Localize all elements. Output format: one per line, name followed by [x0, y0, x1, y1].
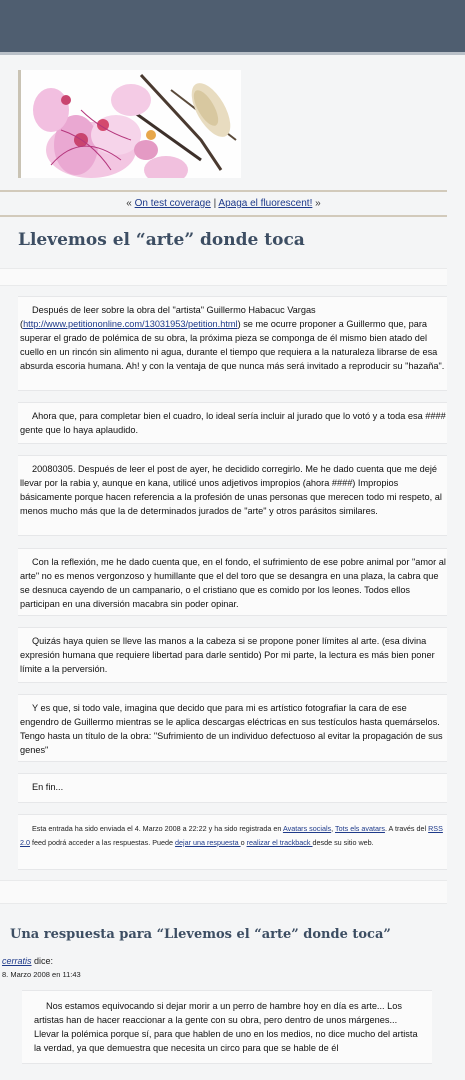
paragraph-3-text: 20080305. Después de leer el post de ayer, he decidido corregirlo. Me he dado cuenta que me dejé llevar por la rabia y, aunque en kana, utilicé unos adjetivos impropios (ahora ####) Impropios básicamente porque hacen referencia a la profesión de unas personas que merecen todo mi respeto, al menos mucho más que la de determinados jurados de "arte" y otros parásitos similares.	[20, 464, 442, 516]
post-meta-box	[18, 814, 447, 870]
post-meta	[18, 822, 447, 849]
paragraph-2-text: Ahora que, para completar bien el cuadro, lo ideal sería incluir al jurado que lo votó y a toda esa #### gente que lo haya aplaudido.	[20, 411, 446, 435]
paragraph-1-text: Después de leer sobre la obra del "artista" Guillermo Habacuc Vargas (	[20, 305, 316, 329]
paragraph-box-3	[18, 455, 447, 536]
paragraph-6	[18, 702, 447, 758]
header-orchid-image	[18, 70, 241, 178]
responses-title: Una respuesta para “Llevemos el “arte” donde toca”	[10, 927, 391, 942]
meta-text-5: o	[240, 837, 247, 847]
header-rule-bottom	[0, 215, 447, 217]
comment-author-line	[2, 956, 53, 966]
paragraph-box-2	[18, 402, 447, 444]
paragraph-7-text: En fin...	[32, 782, 64, 792]
meta-text-6: desde su sitio web.	[312, 837, 374, 847]
paragraph-7	[18, 781, 447, 795]
comment-box	[22, 990, 432, 1064]
paragraph-6-text: Y es que, si todo vale, imagina que decido que para mi es artístico fotografiar la cara de ese engendro de Guillermo mientras se le aplica descargas eléctricas en sus testículos hasta quemárselos. Tengo hasta un título de la obra: "Sufrimiento de un individuo defectuoso al evitar la propagación de sus genes"	[20, 703, 443, 755]
post-navigation	[0, 197, 447, 211]
meta-text-1: Esta entrada ha sido enviada el 4. Marzo 2008 a 22:22 y ha sido registrada en	[32, 824, 283, 833]
comment-body: Nos estamos equivocando si dejar morir a un perro de hambre hoy en día es arte... Los artistas han de hacer reaccionar a la gente con su obra, pero dentro de unos márgenes... Llevar la polémica porque sí, para que hablen de uno en los medios, no dice mucho del artista la verdad, ya que demuestra que necesita un circo para que se hable de él	[34, 1001, 418, 1053]
paragraph-box-1	[18, 296, 447, 391]
orchid-photo-icon	[21, 70, 241, 178]
spacer-box-2	[0, 880, 447, 904]
meta-text-4: feed podrá acceder a las respuestas. Puede	[30, 837, 176, 847]
prev-marker: «	[126, 198, 132, 209]
comment-date: 8. Marzo 2008 en 11:43	[2, 970, 81, 979]
header-rule-top	[0, 190, 447, 192]
meta-text-3: . A través del	[384, 824, 429, 833]
next-marker: »	[315, 198, 321, 209]
prev-post-link[interactable]: On test coverage	[134, 198, 211, 209]
leave-reply-link[interactable]: dejar una respuesta	[175, 837, 241, 847]
rss-feed-link[interactable]: RSS 2.0	[20, 824, 443, 847]
category-link-avatars-socials[interactable]: Avatars socials	[282, 824, 332, 833]
paragraph-1	[18, 304, 447, 374]
paragraph-3	[18, 463, 447, 519]
paragraph-5	[18, 635, 447, 677]
spacer-box	[0, 268, 447, 286]
comment-says: dice:	[31, 956, 54, 966]
paragraph-box-4	[18, 548, 447, 616]
paragraph-1-text-cont: ) se me ocurre proponer a Guillermo que, para superar el grado de polémica de su obra, la próxima pieza se componga de él mismo bien atado del cuello en un rincón sin alimento ni agua, durante el tiempo que requiera a la naturaleza librarse de esa absurda escoria humana. Ah! y con la ventaja de que nunca más será invitado a reproducir su "hazaña".	[20, 318, 445, 371]
post-title: Llevemos el “arte” donde toca	[18, 230, 305, 250]
comment-text	[34, 1000, 424, 1056]
meta-text-2: ,	[331, 824, 336, 833]
paragraph-box-7	[18, 773, 447, 803]
top-bar	[0, 0, 465, 55]
paragraph-5-text: Quizás haya quien se lleve las manos a la cabeza si se propone poner límites al arte. (esa divina expresión humana que requiere libertad para darle sentido) Por mi parte, la lectura es más bien poner límite a la perversión.	[20, 636, 435, 674]
paragraph-box-6	[18, 694, 447, 762]
comment-author-link[interactable]: cerratis	[2, 956, 32, 966]
paragraph-4-text: Con la reflexión, me he dado cuenta que, en el fondo, el sufrimiento de ese pobre animal por "amor al arte" no es menos vergonzoso y humillante que el del toro que se desangra en una plaza, la cabra que se desnuca cayendo de un campanario, o el cristiano que es comido por los leones. Todos ellos participan en una diversión macabra sin poder opinar.	[20, 557, 446, 609]
petition-link[interactable]: http://www.petitiononline.com/13031953/petition.html	[23, 318, 238, 329]
paragraph-2	[18, 410, 447, 438]
paragraph-box-5	[18, 627, 447, 683]
nav-separator: |	[213, 198, 217, 209]
next-post-link[interactable]: Apaga el fluorescent!	[218, 198, 313, 209]
trackback-link[interactable]: realizar el trackback	[246, 837, 313, 847]
paragraph-4	[18, 556, 447, 612]
category-link-tots-els-avatars[interactable]: Tots els avatars	[335, 824, 385, 833]
